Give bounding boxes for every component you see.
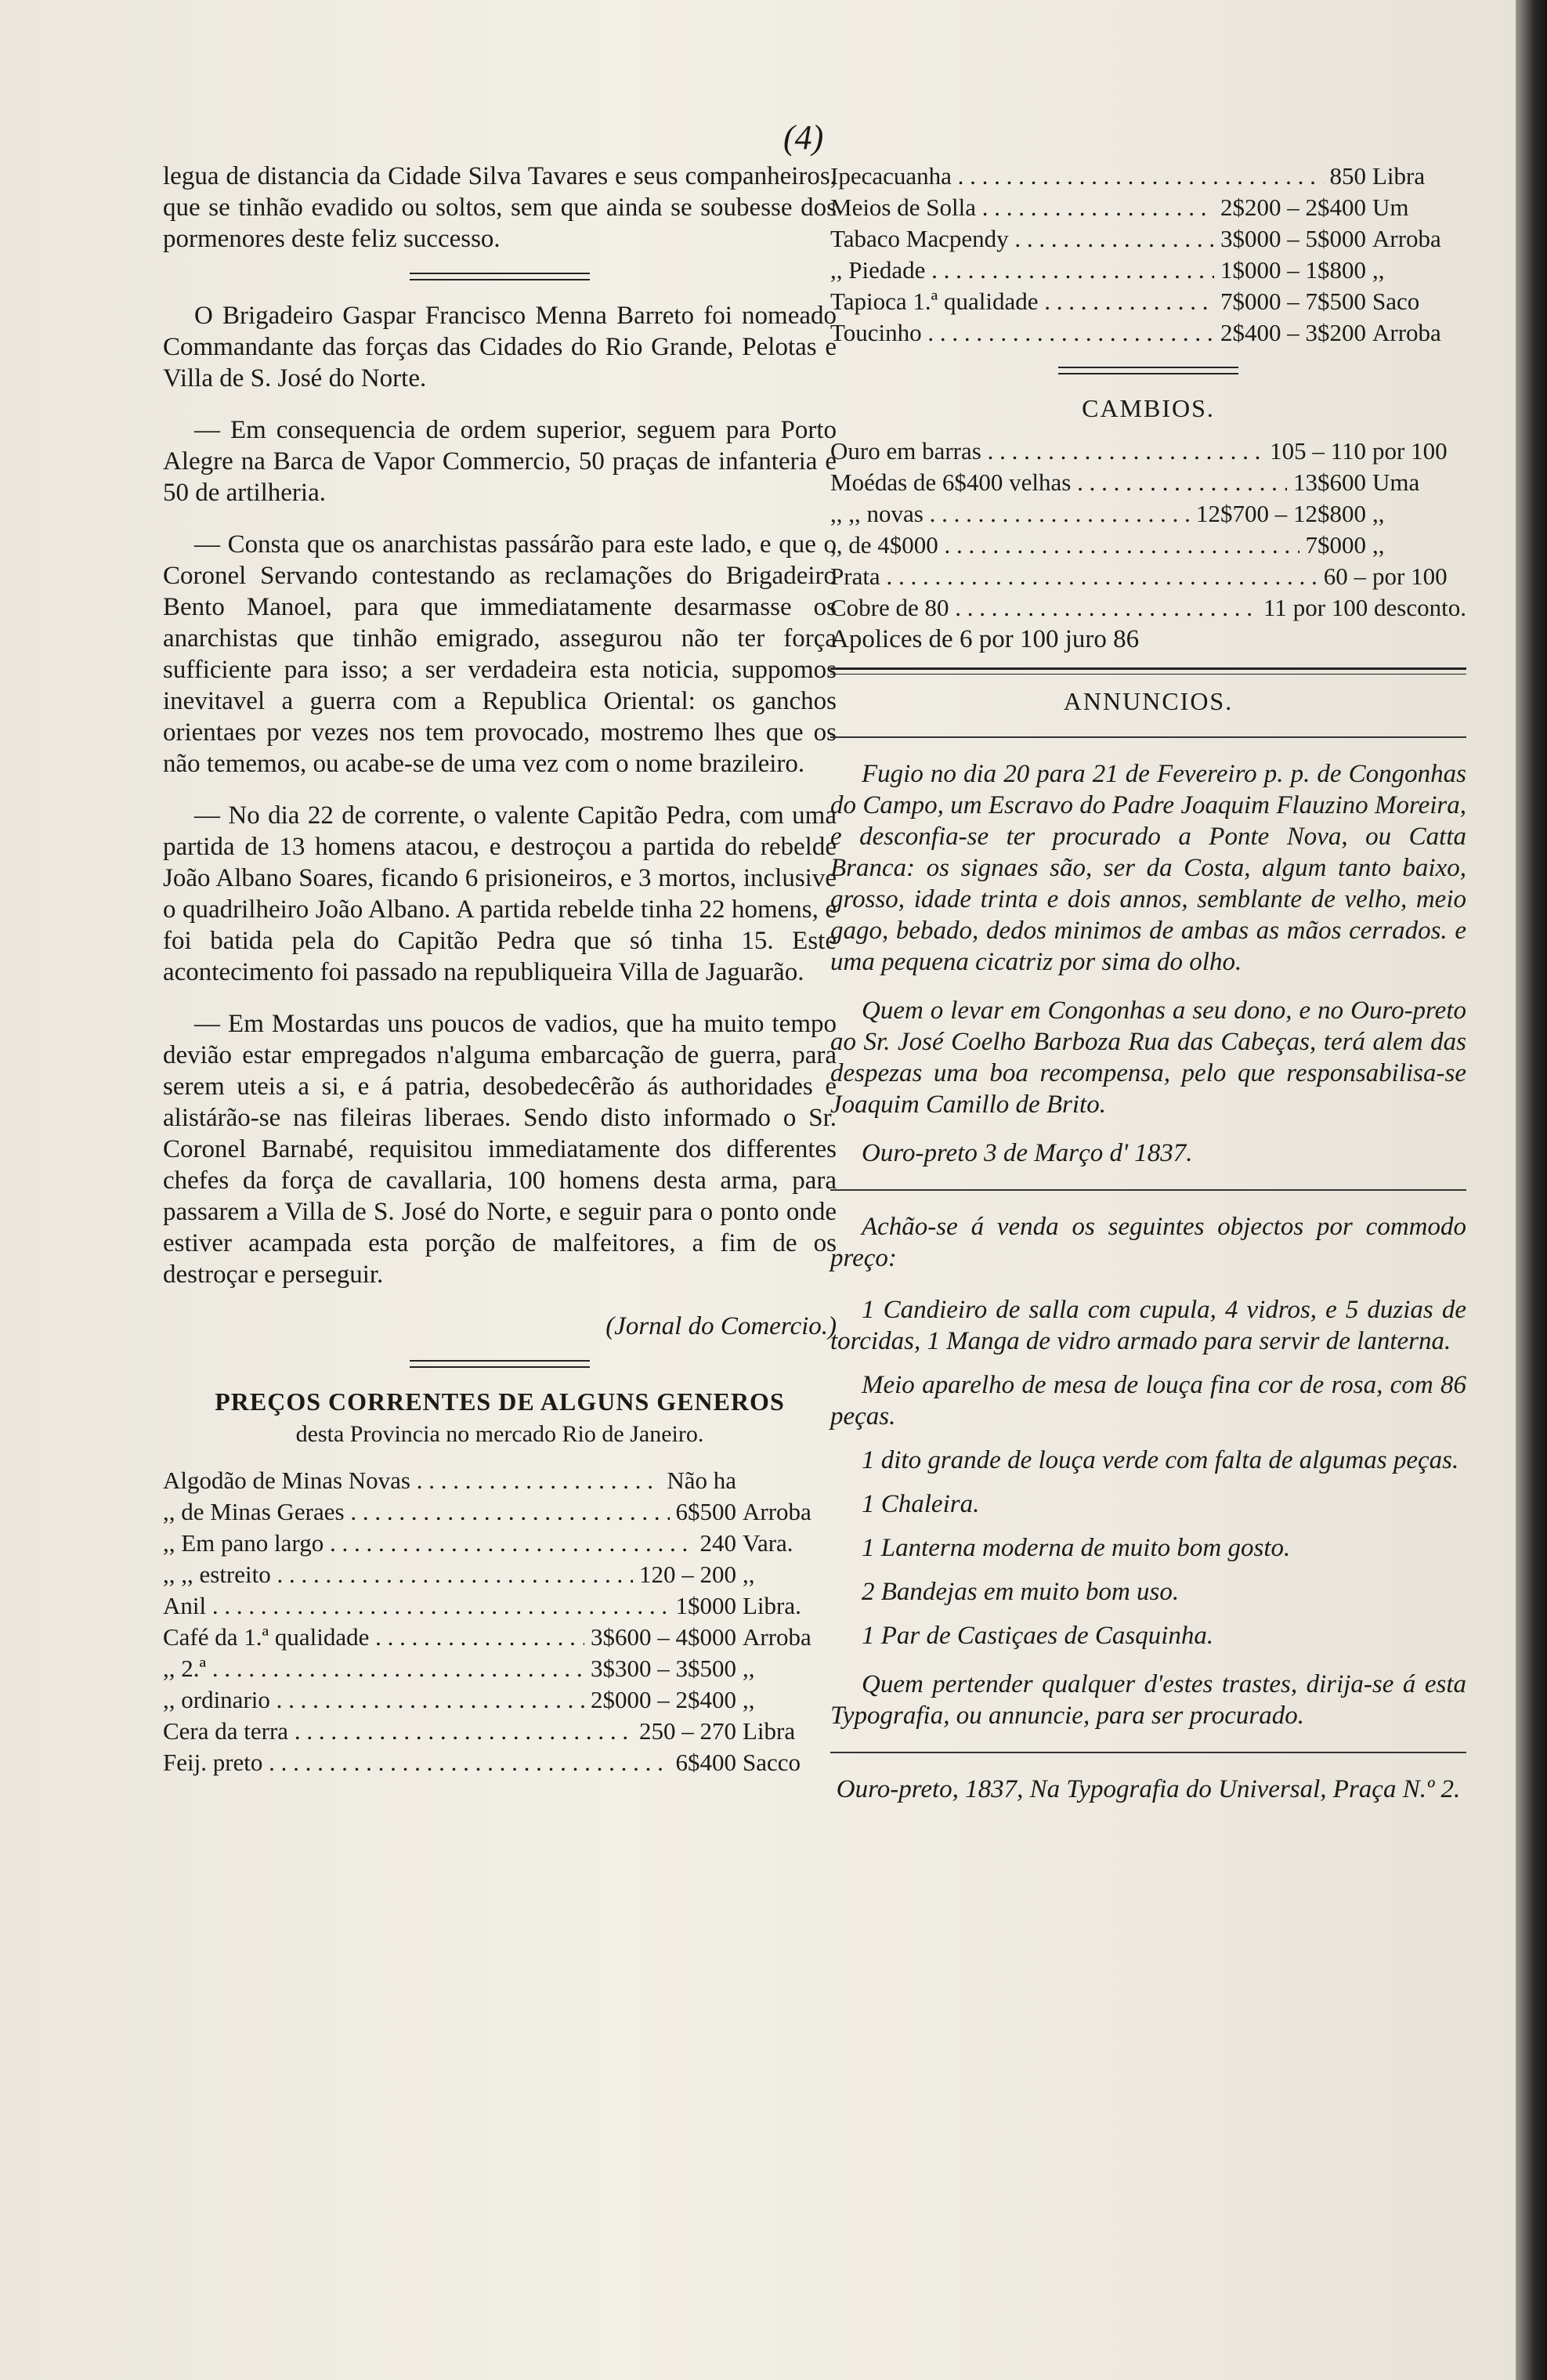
price-item-name: Café da 1.ª qualidade . . . [163,1622,584,1653]
exchange-row [830,530,1466,561]
price-list-continued [830,161,1466,349]
ornament-divider-3 [830,364,1466,378]
price-item-name: Cera da terra . . . [163,1716,633,1747]
price-row [163,1653,837,1684]
price-item-name: ,, de Minas Geraes . . . [163,1496,670,1528]
exchange-unit: ,, [1372,500,1385,527]
price-unit: Um [1372,194,1409,221]
price-unit: Arroba [743,1498,811,1525]
imprint-rule [830,1752,1466,1753]
price-unit: ,, [1372,256,1385,284]
price-row [163,1622,837,1653]
price-value: 250 – 270 [639,1717,736,1745]
ad-dateline: Ouro-preto 3 de Março d' 1837. [862,1139,1193,1167]
price-row [163,1465,837,1496]
ornament-divider-2 [163,1358,837,1372]
left-column [163,161,837,1778]
exchange-list [830,436,1466,624]
exchange-item-name: Ouro em barras . . . [830,436,1263,467]
price-row [163,1590,837,1622]
exchange-item-name: Cobre de 80 . . . [830,592,1257,624]
news-paragraph-5: — No dia 22 de corrente, o valente Capitão Pedra, com uma partida de 13 homens atacou, e destroçou a partida do rebelde João Albano Soares, ficando 6 prisioneiros, e 3 mortos, inclusive o quadrilheiro João Albano. A partida rebelde tinha 22 homens, e foi batida pela do Capitão Pedra que só tinha 15. Este acontecimento foi passado na republiqueira Villa de Jaguarão. [163,801,837,986]
exchange-row [830,592,1466,624]
price-value: 1$000 [675,1592,736,1619]
exchange-item-name: ,, ,, novas . . . [830,498,1190,530]
price-value: 6$400 [675,1749,736,1776]
price-list [163,1465,837,1778]
prices-title: PREÇOS CORRENTES DE ALGUNS GENEROS [215,1387,785,1416]
sale-item: 1 Candieiro de salla com cupula, 4 vidros, e 5 duzias de torcidas, 1 Manga de vidro armado para servir de lanterna. [830,1296,1466,1355]
price-value: 240 [699,1529,736,1557]
exchange-item-name: Prata . . . [830,561,1317,592]
price-row [163,1496,837,1528]
exchange-value: 12$700 – 12$800 [1196,500,1366,527]
price-item-name: Toucinho . . . [830,317,1214,349]
right-column [830,161,1466,1805]
price-unit: Vara. [743,1529,793,1557]
price-row [163,1559,837,1590]
scan-edge [1516,0,1547,2380]
price-row [830,286,1466,317]
ad-runaway: Fugio no dia 20 para 21 de Fevereiro p. p. de Congonhas do Campo, um Escravo do Padre Joaquim Flauzino Moreira, e desconfia-se ter procurado a Ponte Nova, ou Catta Branca: os signaes são, ser da Costa, algum tanto baixo, grosso, idade trinta e dois annos, semblante de velho, meio gago, bebado, dedos minimos de ambas as mãos cerrados. e uma pequena cicatriz por sima do olho. [830,760,1466,976]
price-item-name: ,, Em pano largo . . . [163,1528,694,1559]
price-value: 3$300 – 3$500 [591,1655,736,1682]
price-value: 2$400 – 3$200 [1220,319,1366,346]
price-item-name: ,, ,, estreito . . . [163,1559,633,1590]
exchange-value: 13$600 [1293,468,1366,496]
price-item-name: Tapioca 1.ª qualidade . . . [830,286,1214,317]
exchange-value: 105 – 110 [1270,437,1366,465]
exchange-unit: por 100 [1372,562,1448,590]
exchange-unit: Uma [1372,468,1420,496]
exchange-item-name: ,, de 4$000 . . . [830,530,1299,561]
price-unit: Saco [1372,288,1420,315]
price-unit: Arroba [743,1623,811,1651]
price-unit: ,, [743,1655,755,1682]
price-item-name: Algodão de Minas Novas . . . [163,1465,660,1496]
price-item-name: ,, Piedade . . . [830,255,1214,286]
news-paragraph-6: — Em Mostardas uns poucos de vadios, que ha muito tempo devião estar empregados n'alguma embarcação de guerra, para serem uteis a si, e á patria, desobedecêrão ás authoridades e alistárão-se nas fileiras liberaes. Sendo disto informado o Sr. Coronel Barnabé, requisitou immediatamente dos differentes chefes da força de cavallaria, 100 homens desta arma, para passarem a Villa de S. José do Norte, e seguir para o ponto onde estiver acampada esta porção de malfeitores, a fim de os destroçar e perseguir. [163,1010,837,1289]
price-value: 2$000 – 2$400 [591,1686,736,1713]
sale-list [830,1294,1466,1651]
news-paragraph-4: — Consta que os anarchistas passárão para este lado, e que o Coronel Servando contestando as reclamações do Brigadeiro Bento Manoel, para que immediatamente desarmasse os anarchistas que tinhão emigrado, assegurou não ter força sufficiente para isso; a ser verdadeira esta noticia, suppomos inevitavel a guerra com a Republica Oriental: os ganchos orientaes por vezes nos tem provocado, mostremo lhes que os não tememos, ou acabe-se de uma vez com o nome brazileiro. [163,530,837,778]
price-row [163,1528,837,1559]
sale-outro: Quem pertender qualquer d'estes trastes, dirija-se á esta Typografia, ou annuncie, para ser procurado. [830,1670,1466,1730]
price-value: 2$200 – 2$400 [1220,194,1366,221]
imprint: Ouro-preto, 1837, Na Typografia do Universal, Praça N.º 2. [836,1775,1461,1803]
price-item-name: Meios de Solla . . . [830,192,1214,223]
page-number: (4) [783,118,824,157]
price-value: Não ha [667,1467,736,1494]
price-item-name: ,, ordinario . . . [163,1684,584,1716]
ornament-divider [163,270,837,284]
sale-item: Meio aparelho de mesa de louça fina cor de rosa, com 86 peças. [830,1371,1466,1431]
sale-item: 1 dito grande de louça verde com falta de algumas peças. [862,1446,1459,1474]
price-unit [736,1465,837,1496]
price-value: 3$000 – 5$000 [1220,225,1366,252]
price-row [163,1684,837,1716]
exchange-unit: por 100 [1372,437,1448,465]
exchange-unit: ,, [1372,531,1385,559]
price-unit: Libra [743,1717,796,1745]
exchange-unit: por 100 desconto. [1292,594,1466,621]
price-value: 1$000 – 1$800 [1220,256,1366,284]
news-paragraph-3: — Em consequencia de ordem superior, seguem para Porto Alegre na Barca de Vapor Commercio, 50 praças de infanteria e 50 de artilheria. [163,416,837,507]
annuncios-title: ANNUNCIOS. [1063,687,1234,715]
price-row [830,255,1466,286]
price-unit: ,, [743,1561,755,1588]
exchange-item-name: Moédas de 6$400 velhas . . . [830,467,1287,498]
news-paragraph-2: O Brigadeiro Gaspar Francisco Menna Barreto foi nomeado Commandante das forças das Cidades do Rio Grande, Pelotas e Villa de S. José do Norte. [163,302,837,392]
price-unit: Arroba [1372,225,1441,252]
price-item-name: Ipecacuanha . . . [830,161,1324,192]
sale-item: 1 Lanterna moderna de muito bom gosto. [862,1534,1291,1562]
section-rule-thin [830,736,1466,738]
price-row [163,1716,837,1747]
price-item-name: ,, 2.ª . . . [163,1653,584,1684]
news-paragraph-1: legua de distancia da Cidade Silva Tavares e seus companheiros, que se tinhão evadido ou soltos, sem que ainda se soubesse dos pormenores deste feliz successo. [163,162,837,253]
exchange-value: 60 – [1323,562,1366,590]
price-row [830,161,1466,192]
price-value: 6$500 [675,1498,736,1525]
price-row [830,317,1466,349]
price-unit: Libra. [743,1592,801,1619]
sale-item: 1 Chaleira. [862,1490,980,1518]
price-item-name: Anil . . . [163,1590,670,1622]
sale-intro: Achão-se á venda os seguintes objectos por commodo preço: [830,1213,1466,1272]
ad-divider [830,1189,1466,1191]
source-credit: (Jornal do Comercio.) [605,1312,837,1340]
price-row [830,192,1466,223]
exchange-value: 11 [1263,594,1287,621]
section-rule [830,667,1466,675]
exchange-row [830,561,1466,592]
apolices-line: Apolices de 6 por 100 juro 86 [830,625,1140,653]
prices-subtitle: desta Provincia no mercado Rio de Janeiro. [295,1421,704,1447]
price-value: 3$600 – 4$000 [591,1623,736,1651]
exchange-row [830,436,1466,467]
price-row [163,1747,837,1778]
price-unit: Arroba [1372,319,1441,346]
sale-item: 1 Par de Castiçaes de Casquinha. [862,1622,1214,1650]
price-value: 120 – 200 [639,1561,736,1588]
exchange-row [830,498,1466,530]
cambios-title: CAMBIOS. [1082,394,1215,422]
exchange-row [830,467,1466,498]
price-item-name: Tabaco Macpendy . . . [830,223,1214,255]
ad-reward: Quem o levar em Congonhas a seu dono, e no Ouro-preto ao Sr. José Coelho Barboza Rua das Cabeças, terá alem das despezas uma boa recompensa, pelo que responsabilisa-se Joaquim Camillo de Brito. [830,996,1466,1119]
price-row [830,223,1466,255]
price-unit: Libra [1372,162,1426,190]
price-unit: Sacco [743,1749,801,1776]
price-unit: ,, [743,1686,755,1713]
price-value: 7$000 – 7$500 [1220,288,1366,315]
sale-item: 2 Bandejas em muito bom uso. [862,1578,1180,1606]
exchange-value: 7$000 [1305,531,1366,559]
price-value: 850 [1329,162,1366,190]
price-item-name: Feij. preto . . . [163,1747,670,1778]
